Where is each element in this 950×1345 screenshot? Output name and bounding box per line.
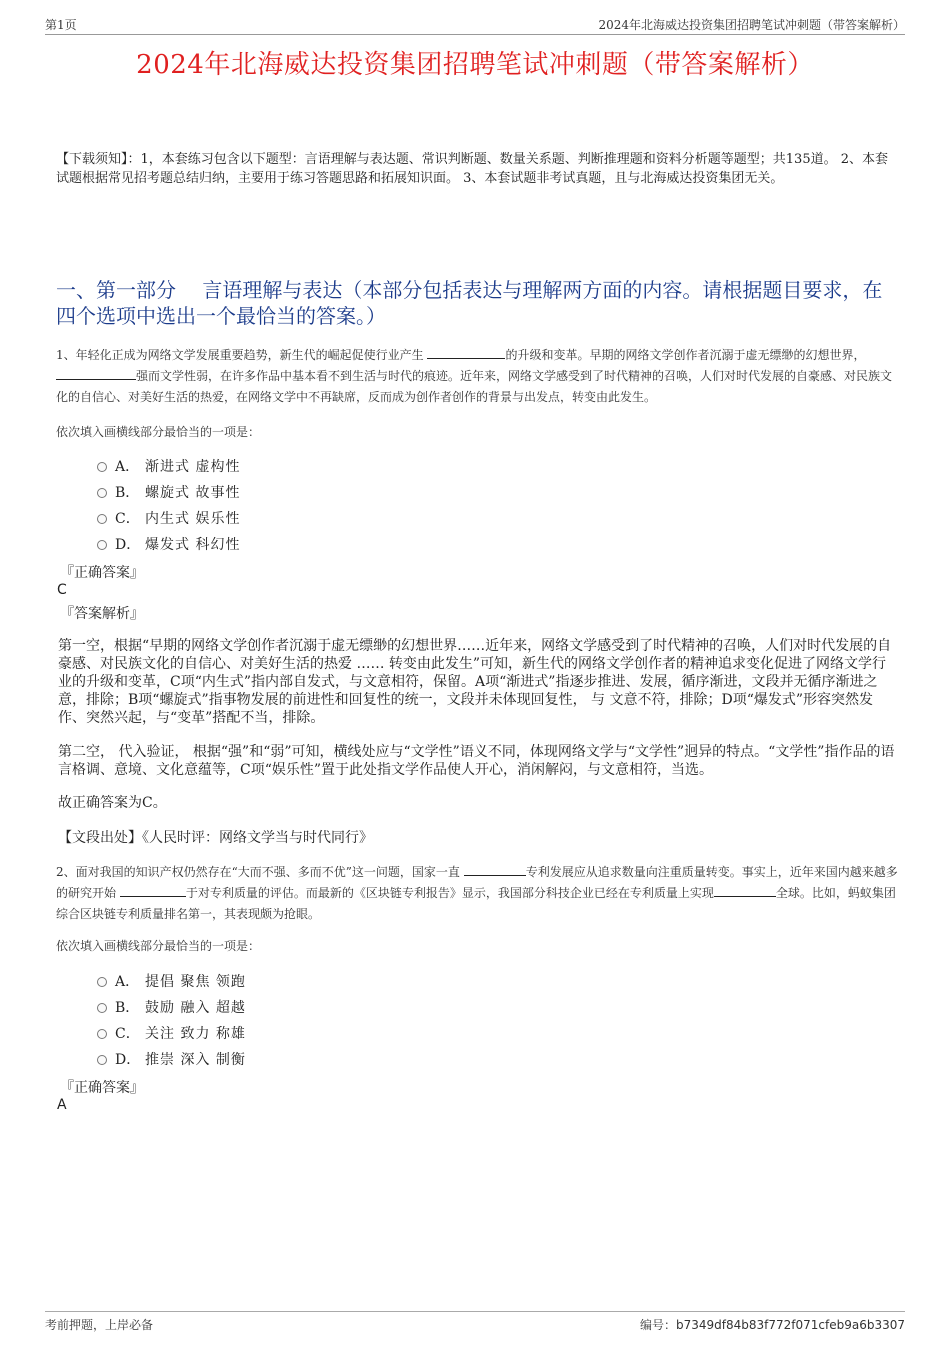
blank-2: [56, 367, 136, 380]
header-doc-title: 2024年北海威达投资集团招聘笔试冲刺题（带答案解析）: [598, 18, 905, 32]
page-number: 第1页: [45, 18, 77, 32]
blank-3: [714, 884, 776, 897]
q1-analysis-2: 第二空， 代入验证， 根据“强”和“弱”可知，横线处应与“文学性”语义不同，体现网络文学与“文学性”迥异的特点。“文学性”指作品的语言格调、意境、文化意蕴等，C项“娱乐性”置于此处指文学作品使人开心，消闲解闷，与文意相符，当选。: [58, 744, 895, 778]
question-2-text: [56, 862, 898, 925]
q2-option-d[interactable]: D． 推崇 深入 制衡: [97, 1046, 246, 1072]
radio-icon[interactable]: [97, 977, 107, 987]
q2-option-c[interactable]: C． 关注 致力 称雄: [97, 1020, 246, 1046]
q2-part1: 2、面对我国的知识产权仍然存在“大而不强、多而不优”这一问题，国家一直: [56, 865, 464, 879]
q1-options: [97, 453, 240, 557]
q2-instruction: 依次填入画横线部分最恰当的一项是：: [56, 939, 261, 953]
q1-part1: 1、年轻化正成为网络文学发展重要趋势，新生代的崛起促使行业产生: [56, 348, 428, 362]
q1-answer-label: 『正确答案』: [60, 565, 144, 581]
radio-icon[interactable]: [97, 1003, 107, 1013]
q1-analysis-1: 第一空，根据“早期的网络文学创作者沉溺于虚无缥缈的幻想世界……近年来，网络文学感受到了时代精神的召唤，人们对时代发展的自豪感、对民族文化的自信心、对美好生活的热爱 …… 转变由此发生”可知，新生代的网络文学创作者的精神追求变化促进了网络文学行业的升级和变革，C项“内生式”指内部自发式，与文意相符，保留。A项“渐进式”指逐步推进、发展，循序渐进，文段并无循序渐进之意，排除；B项“螺旋式”指事物发展的前进性和回复性的统一，文段并未体现回复性， 与 文意不符，排除；D项“爆发式”形容突然发作、突然兴起，与“变革”搭配不当，排除。: [58, 638, 892, 726]
blank-2: [120, 884, 186, 897]
page-footer: [45, 1311, 905, 1332]
footer-code: 编号：b7349df84b83f772f071cfeb9a6b3307: [639, 1318, 905, 1332]
question-1-text: [56, 345, 898, 408]
q1-answer: C: [57, 582, 67, 598]
document-id: b7349df84b83f772f071cfeb9a6b3307: [675, 1318, 905, 1332]
q1-conclusion: 故正确答案为C。: [58, 795, 167, 811]
download-notice: 【下载须知】：1，本套练习包含以下题型：言语理解与表达题、常识判断题、数量关系题、判断推理题和资料分析题等题型；共135道。 2、本套试题根据常见招考题总结归纳，主要用于练习答题思路和拓展知识面。 3、本套试题非考试真题，且与北海威达投资集团无关。: [56, 152, 888, 186]
radio-icon[interactable]: [97, 1029, 107, 1039]
blank-1: [464, 863, 526, 876]
radio-icon[interactable]: [97, 488, 107, 498]
q2-answer-label: 『正确答案』: [60, 1080, 144, 1096]
section-title: 一、第一部分 言语理解与表达（本部分包括表达与理解两方面的内容。请根据题目要求，在四个选项中选出一个最恰当的答案。）: [56, 278, 883, 328]
q2-options: [97, 968, 246, 1072]
page-header: [45, 14, 905, 35]
q1-analysis-label: 『答案解析』: [60, 606, 144, 622]
q1-option-c[interactable]: C． 内生式 娱乐性: [97, 505, 240, 531]
q1-option-b[interactable]: B． 螺旋式 故事性: [97, 479, 240, 505]
q2-part3: 于对专利质量的评估。而最新的《区块链专利报告》显示，我国部分科技企业已经在专利质量上实现: [185, 886, 714, 900]
radio-icon[interactable]: [97, 540, 107, 550]
q1-part3: 强而文学性弱，在许多作品中基本看不到生活与时代的痕迹。近年来，网络文学感受到了时代精神的召唤，人们对时代发展的自豪感、对民族文化的自信心、对美好生活的热爱，在网络文学中不再缺席，反而成为创作者创作的背景与出发点，转变由此发生。: [56, 369, 893, 404]
q2-answer: A: [57, 1097, 67, 1113]
radio-icon[interactable]: [97, 462, 107, 472]
q2-option-a[interactable]: A． 提倡 聚焦 领跑: [97, 968, 246, 994]
q1-part2: 的升级和变革。早期的网络文学创作者沉溺于虚无缥缈的幻想世界，: [505, 348, 866, 362]
q2-option-b[interactable]: B． 鼓励 融入 超越: [97, 994, 246, 1020]
document-title: 2024年北海威达投资集团招聘笔试冲刺题（带答案解析）: [136, 50, 814, 80]
q1-option-a[interactable]: A． 渐进式 虚构性: [97, 453, 240, 479]
radio-icon[interactable]: [97, 514, 107, 524]
blank-1: [427, 346, 505, 359]
q2-part4: 全球。比如，蚂蚁集团综合区块链专利质量排名第一，其表现颇为抢眼。: [56, 886, 896, 921]
q1-source: 【文段出处】《人民时评：网络文学当与时代同行》: [58, 830, 373, 846]
radio-icon[interactable]: [97, 1055, 107, 1065]
q1-instruction: 依次填入画横线部分最恰当的一项是：: [56, 425, 261, 439]
q2-part2: 专利发展应从追求数量向注重质量转变。事实上，近年来国内越来越多的研究开始: [56, 865, 898, 900]
footer-slogan: 考前押题，上岸必备: [45, 1318, 154, 1332]
q1-option-d[interactable]: D． 爆发式 科幻性: [97, 531, 240, 557]
